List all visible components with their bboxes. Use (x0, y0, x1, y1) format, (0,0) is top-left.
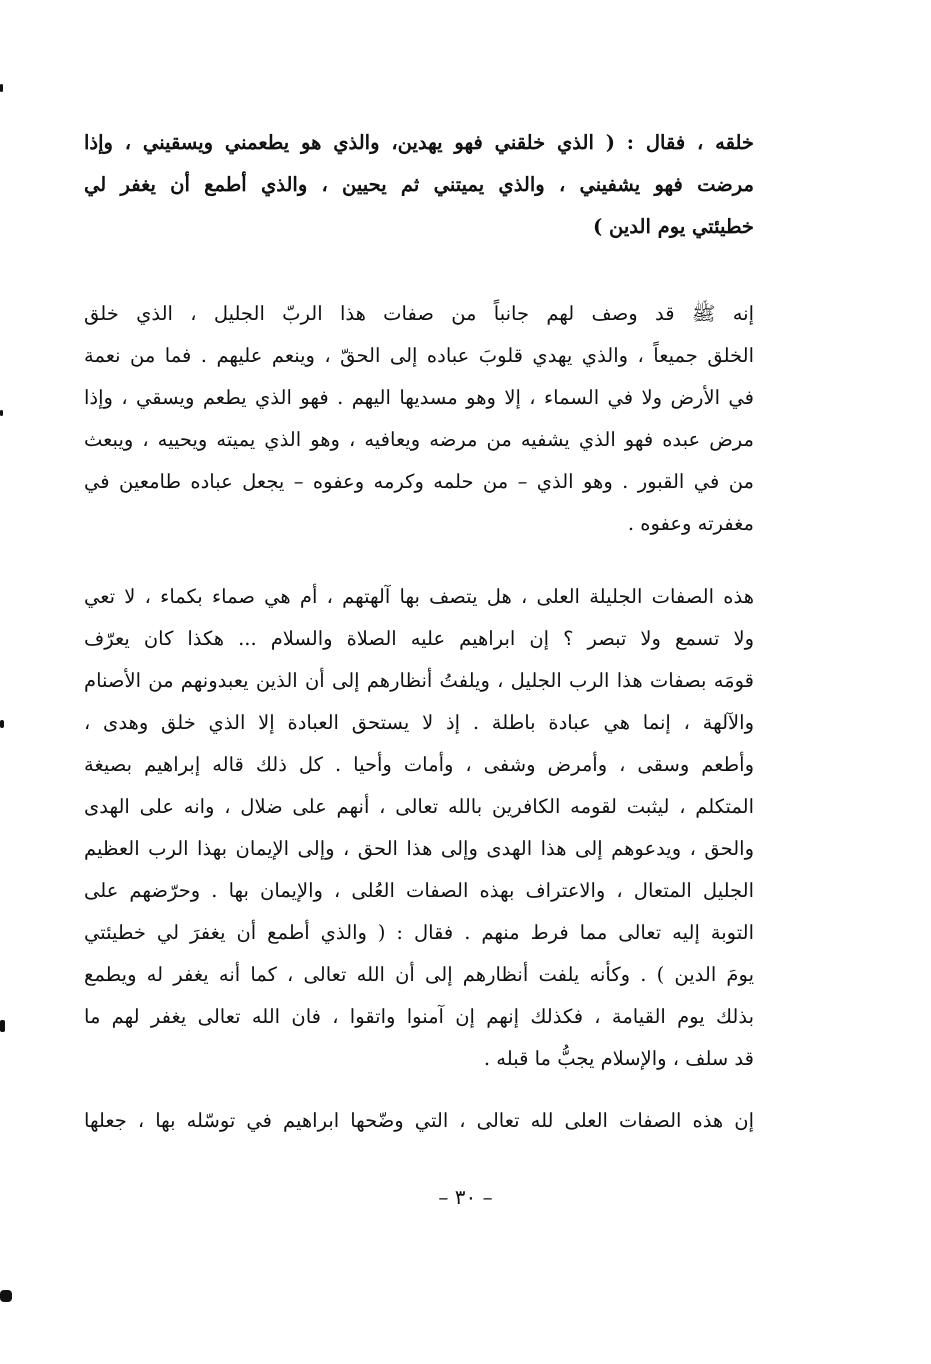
scan-edge-mark (0, 720, 4, 728)
text-line: الخلق جميعاً ، والذي يهدي قلوبَ عباده إلى الحقّ ، وينعم عليهم . فما من نعمة (84, 344, 754, 367)
text-line: بذلك يوم القيامة ، فكذلك إنهم إن آمنوا واتقوا ، فان الله تعالى يغفر لهم ما (84, 1005, 754, 1028)
text-line: خلقه ، فقال : ( الذي خلقني فهو يهدين، والذي هو يطعمني ويسقيني ، وإذا (84, 131, 754, 154)
text-line: والحق ، ويدعوهم إلى هذا الهدى وإلى هذا الحق ، وإلى الإيمان بهذا الرب العظيم (84, 837, 754, 860)
text-line: إنه ﷺ قد وصف لهم جانباً من صفات هذا الربّ الجليل ، الذي خلق (84, 302, 754, 325)
text-line: من في القبور . وهو الذي – من حلمه وكرمه وعفوه – يجعل عباده طامعين في (84, 470, 754, 493)
scan-edge-mark (0, 410, 3, 416)
text-line: قد سلف ، والإسلام يجبُّ ما قبله . (483, 1047, 754, 1070)
text-line: مرضت فهو يشفيني ، والذي يميتني ثم يحيين ، والذي أطمع أن يغفر لي (84, 173, 754, 196)
text-line: المتكلم ، ليثبت لقومه الكافرين بالله تعالى ، أنهم على ضلال ، وانه على الهدى (84, 795, 754, 818)
text-line: هذه الصفات الجليلة العلى ، هل يتصف بها آلهتهم ، أم هي صماء بكماء ، لا تعي (84, 585, 754, 608)
text-line: قومَه بصفات هذا الرب الجليل ، ويلفتُ أنظارهم إلى أن الذين يعبدونهم من الأصنام (84, 669, 754, 692)
text-line: مغفرته وعفوه . (627, 512, 754, 535)
text-line: الجليل المتعال ، والاعتراف بهذه الصفات العُلى ، والإيمان بها . وحرّضهم على (84, 879, 754, 902)
text-line: ولا تسمع ولا تبصر ؟ إن ابراهيم عليه الصلاة والسلام ... هكذا كان يعرّف (84, 627, 754, 650)
text-line: إن هذه الصفات العلى لله تعالى ، التي وضّحها ابراهيم في توسّله بها ، جعلها (84, 1109, 754, 1132)
page-number: – ٣٠ – (438, 1185, 493, 1209)
scan-edge-mark (0, 84, 3, 92)
text-line: وأطعم وسقى ، وأمرض وشفى ، وأمات وأحيا . كل ذلك قاله إبراهيم بصيغة (84, 753, 754, 776)
scan-edge-mark (0, 1290, 12, 1302)
paragraph-2 (84, 576, 754, 1080)
text-line: مرض عبده فهو الذي يشفيه من مرضه ويعافيه ، وهو الذي يميته ويحييه ، ويبعث (84, 428, 754, 451)
text-line: يومَ الدين ) . وكأنه يلفت أنظارهم إلى أن الله تعالى ، كما أنه يغفر له ويطمع (84, 963, 754, 986)
scan-edge-mark (0, 1020, 5, 1032)
text-line: في الأرض ولا في السماء ، إلا وهو مسديها اليهم . فهو الذي يطعم ويسقي ، وإذا (84, 386, 754, 409)
text-line: والآلهة ، إنما هي عبادة باطلة . إذ لا يستحق العبادة إلا الذي خلق وهدى ، (84, 711, 754, 734)
quote-paragraph (84, 122, 754, 248)
text-line: التوبة إليه تعالى مما فرط منهم . فقال : ( والذي أطمع أن يغفرَ لي خطيئتي (84, 921, 754, 944)
text-line: خطيئتي يوم الدين ) (593, 215, 754, 238)
paragraph-3 (84, 1100, 754, 1142)
paragraph-1 (84, 293, 754, 545)
